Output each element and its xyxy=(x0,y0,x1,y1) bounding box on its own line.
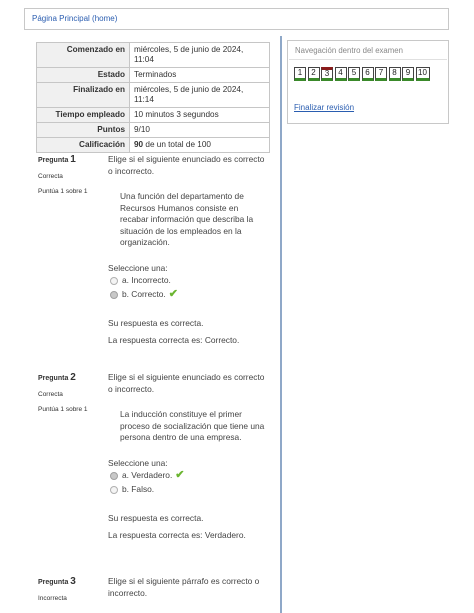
question-body xyxy=(108,576,268,599)
summary-row xyxy=(37,108,270,123)
nav-question-button[interactable]: 2 xyxy=(308,67,320,81)
grade-total: de un total de 100 xyxy=(143,140,211,149)
radio-icon[interactable] xyxy=(110,277,118,285)
summary-value: Terminados xyxy=(130,68,270,83)
summary-row xyxy=(37,43,270,68)
question-state: Correcta xyxy=(38,173,63,180)
question-statement: La inducción constituye el primer proceso de socialización que tiene una persona dentro de una empresa. xyxy=(120,409,265,442)
question-word: Pregunta xyxy=(38,579,69,586)
summary-label: Calificación xyxy=(37,138,130,153)
summary-value: miércoles, 5 de junio de 2024, 11:04 xyxy=(130,43,270,68)
question-state: Correcta xyxy=(38,391,63,398)
option-label: a. Verdadero. xyxy=(122,470,173,481)
question-num: 3 xyxy=(70,576,76,587)
summary-value: miércoles, 5 de junio de 2024, 11:14 xyxy=(130,83,270,108)
home-link[interactable]: Página Principal (home) xyxy=(32,14,118,23)
checkmark-icon: ✔ xyxy=(175,469,185,482)
question-number xyxy=(38,576,106,587)
question-num: 1 xyxy=(70,154,76,165)
feedback-answer: La respuesta correcta es: Correcto. xyxy=(108,334,240,345)
checkmark-icon: ✔ xyxy=(168,288,178,301)
question-info xyxy=(38,372,106,413)
question-word: Pregunta xyxy=(38,157,69,164)
summary-row xyxy=(37,83,270,108)
summary-row xyxy=(37,123,270,138)
nav-question-button[interactable]: 10 xyxy=(416,67,430,81)
summary-label: Finalizado en xyxy=(37,83,130,108)
attempt-summary-table xyxy=(36,42,270,153)
question-nav-grid xyxy=(294,67,444,85)
quiz-navigation-block xyxy=(287,40,449,124)
answer-option[interactable] xyxy=(110,288,268,302)
nav-question-button[interactable]: 6 xyxy=(362,67,374,81)
summary-value: 10 minutos 3 segundos xyxy=(130,108,270,123)
question-num: 2 xyxy=(70,372,76,383)
feedback-result: Su respuesta es correcta. xyxy=(108,513,204,523)
summary-label: Estado xyxy=(37,68,130,83)
main-column xyxy=(24,36,282,613)
top-bar xyxy=(24,8,449,30)
answer-option[interactable] xyxy=(110,469,268,483)
question-text: Elige si el siguiente enunciado es correcto o incorrecto. xyxy=(108,372,265,394)
nav-question-button[interactable]: 7 xyxy=(375,67,387,81)
summary-row xyxy=(37,68,270,83)
option-label: a. Incorrecto. xyxy=(122,275,171,286)
question-statement: Una función del departamento de Recursos Humanos consiste en recabar información que describa la situación de los empleados en la organización. xyxy=(120,191,254,247)
feedback-answer: La respuesta correcta es: Verdadero. xyxy=(108,529,246,540)
finish-review-link[interactable]: Finalizar revisión xyxy=(294,103,355,112)
question-info xyxy=(38,154,106,195)
question-number xyxy=(38,372,106,383)
question-number xyxy=(38,154,106,165)
nav-question-button[interactable]: 1 xyxy=(294,67,306,81)
question-feedback xyxy=(108,513,268,541)
feedback-result: Su respuesta es correcta. xyxy=(108,318,204,328)
grade-score: 90 xyxy=(134,140,144,149)
option-label: b. Correcto. xyxy=(122,289,166,300)
answer-prompt: Seleccione una: xyxy=(108,457,168,468)
radio-selected-icon[interactable] xyxy=(110,472,118,480)
answer-option[interactable] xyxy=(110,274,268,288)
question-text: Elige si el siguiente párrafo es correcto o incorrecto. xyxy=(108,576,260,598)
question-grade: Puntúa 1 sobre 1 xyxy=(38,406,88,413)
question-feedback xyxy=(108,318,268,346)
question-info xyxy=(38,576,106,602)
radio-icon[interactable] xyxy=(110,486,118,494)
question-body xyxy=(108,154,268,351)
nav-question-button[interactable]: 5 xyxy=(348,67,360,81)
summary-row xyxy=(37,138,270,153)
summary-value: 9/10 xyxy=(130,123,270,138)
question-body xyxy=(108,372,268,546)
nav-question-button-current[interactable]: 3 xyxy=(321,67,333,81)
question-word: Pregunta xyxy=(38,375,69,382)
nav-question-button[interactable]: 4 xyxy=(335,67,347,81)
radio-selected-icon[interactable] xyxy=(110,291,118,299)
summary-label: Comenzado en xyxy=(37,43,130,68)
summary-label: Tiempo empleado xyxy=(37,108,130,123)
question-state: Incorrecta xyxy=(38,595,67,602)
question-text: Elige si el siguiente enunciado es correcto o incorrecto. xyxy=(108,154,265,176)
summary-label: Puntos xyxy=(37,123,130,138)
question-grade: Puntúa 1 sobre 1 xyxy=(38,188,88,195)
nav-question-button[interactable]: 9 xyxy=(402,67,414,81)
option-label: b. Falso. xyxy=(122,484,155,495)
quiz-navigation-title: Navegación dentro del examen xyxy=(289,41,447,60)
answer-prompt: Seleccione una: xyxy=(108,262,168,273)
answer-option[interactable] xyxy=(110,483,268,497)
summary-value xyxy=(130,138,270,153)
nav-question-button[interactable]: 8 xyxy=(389,67,401,81)
